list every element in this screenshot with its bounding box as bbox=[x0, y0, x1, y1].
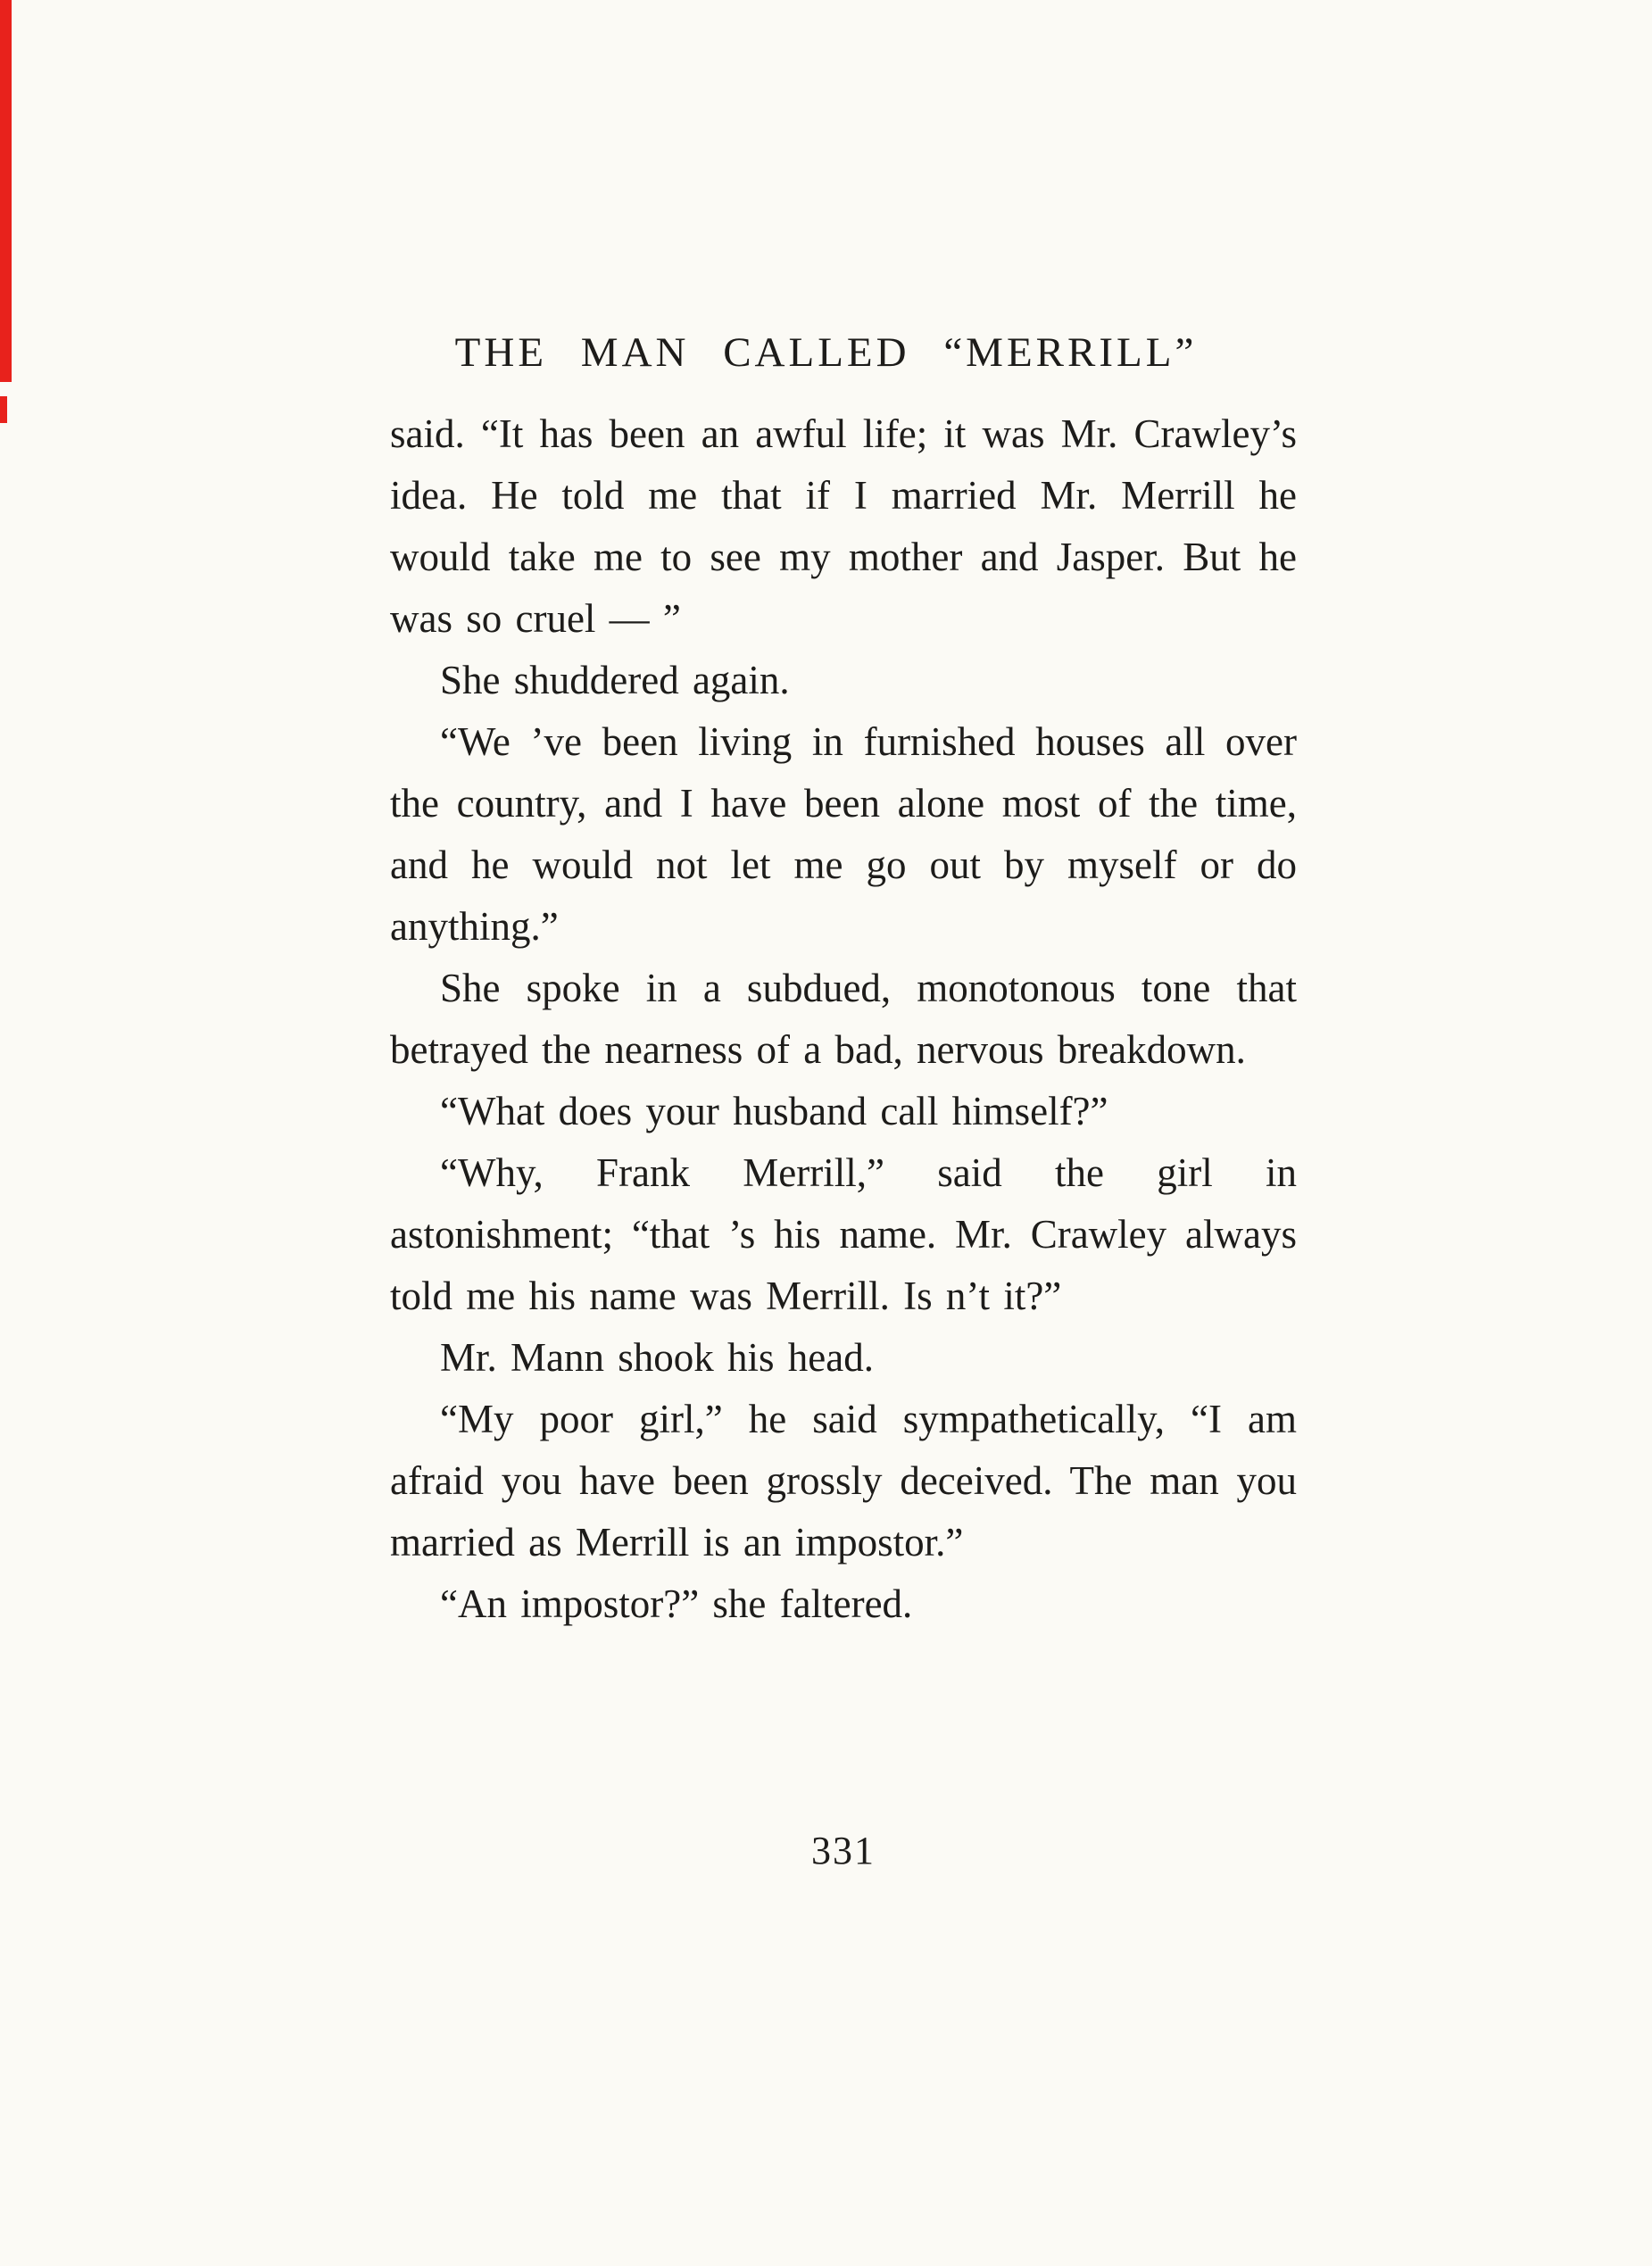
paragraph: Mr. Mann shook his head. bbox=[440, 1335, 874, 1380]
paragraph: She shuddered again. bbox=[440, 658, 790, 702]
page-number: 331 bbox=[811, 1829, 876, 1872]
red-scan-artifact-strip-small bbox=[0, 396, 7, 423]
page-body bbox=[390, 403, 1297, 1635]
paragraph: “An impostor?” she faltered. bbox=[440, 1581, 913, 1626]
paragraph: “What does your husband call himself?” bbox=[440, 1089, 1108, 1133]
paragraph: “Why, Frank Merrill,” said the girl in astonishment; “that ’s his name. Mr. Crawley always told me his name was Merrill. Is n’t it?” bbox=[390, 1150, 1297, 1318]
running-header-title: THE MAN CALLED “MERRILL” bbox=[454, 329, 1198, 376]
paragraph: “We ’ve been living in furnished houses all over the country, and I have been alone most of the time, and he would not let me go out by myself or do anything.” bbox=[390, 719, 1297, 949]
paragraph: “My poor girl,” he said sympathetically, “I am afraid you have been grossly deceived. The man you married as Merrill is an impostor.” bbox=[390, 1397, 1297, 1565]
paragraph: She spoke in a subdued, monotonous tone that betrayed the nearness of a bad, nervous breakdown. bbox=[390, 966, 1297, 1072]
paragraph: said. “It has been an awful life; it was Mr. Crawley’s idea. He told me that if I married Mr. Merrill he would take me to see my mother and Jasper. But he was so cruel — ” bbox=[390, 411, 1297, 641]
red-scan-artifact-strip bbox=[0, 0, 12, 382]
